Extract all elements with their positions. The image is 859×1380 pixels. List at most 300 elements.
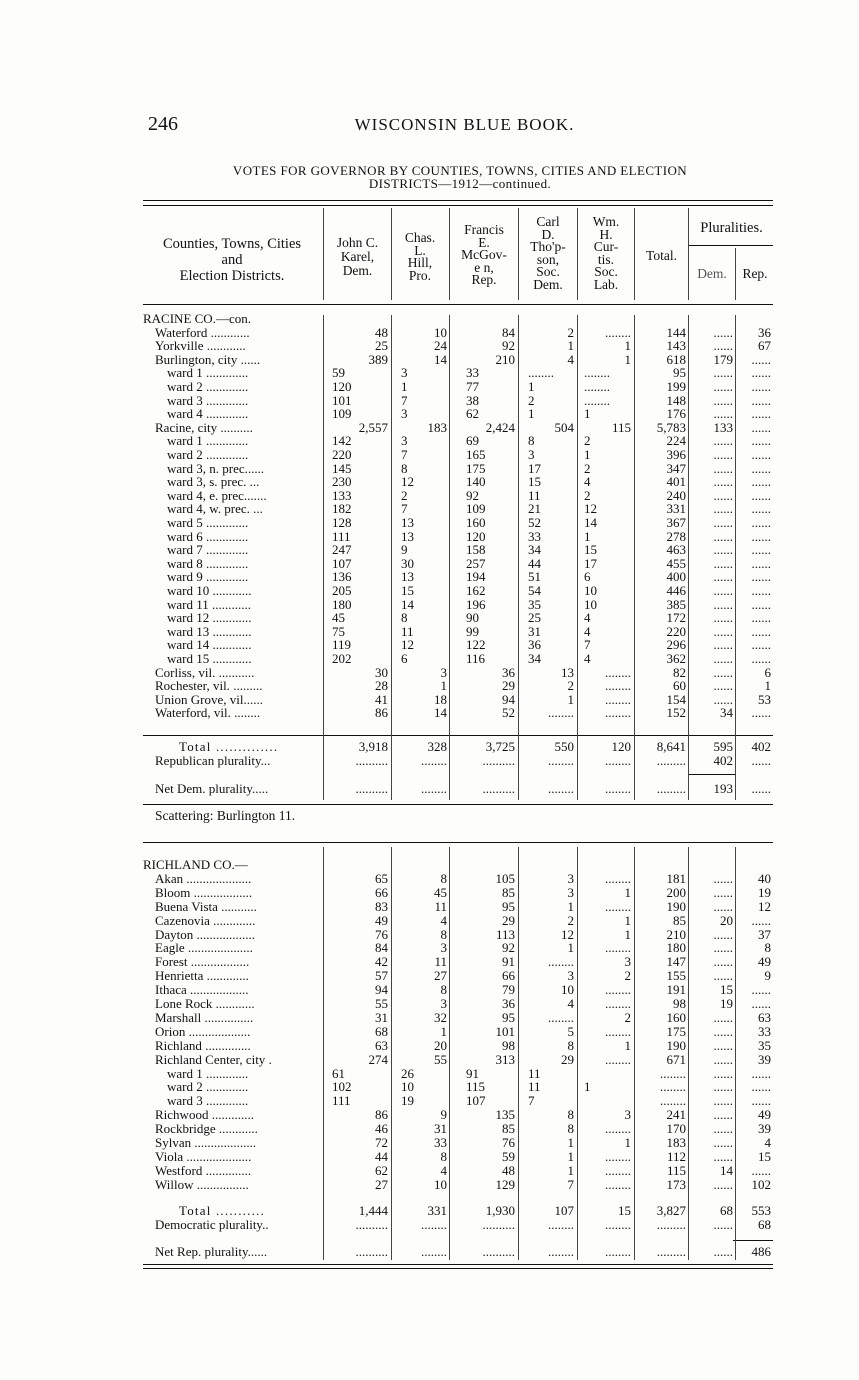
- cell-kw: 136: [332, 569, 352, 585]
- cell-h: ........: [421, 1217, 447, 1232]
- data-row: [0, 1108, 859, 1122]
- cell-r: 33: [758, 1023, 771, 1039]
- cell-tot: 148: [666, 392, 686, 408]
- cell-kw: 145: [332, 460, 352, 476]
- cell-t: 1: [567, 691, 574, 707]
- cell-d: ......: [713, 664, 733, 680]
- cell-tw: 33: [528, 528, 541, 544]
- data-row: [0, 941, 859, 955]
- row-name: Democratic plurality..: [155, 1217, 269, 1232]
- row-name: Buena Vista ...........: [155, 898, 257, 914]
- cell-k: 65: [375, 870, 388, 886]
- cell-m: 29: [502, 912, 515, 928]
- row-name: Corliss, vil. ...........: [155, 664, 255, 680]
- data-row: [0, 1122, 859, 1136]
- cell-k: ..........: [355, 1217, 388, 1232]
- cell-d: ......: [713, 637, 733, 653]
- cell-k: 86: [375, 705, 388, 721]
- cell-c: 115: [611, 419, 631, 435]
- cell-tot: 296: [666, 637, 686, 653]
- cell-d: ......: [713, 528, 733, 544]
- cell-tot: 175: [666, 1023, 686, 1039]
- cell-r: ......: [751, 1079, 771, 1095]
- cell-r: ......: [751, 1162, 771, 1178]
- cell-d: ......: [713, 365, 733, 381]
- cell-mw: 91: [466, 1065, 479, 1081]
- cell-d: ......: [713, 623, 733, 639]
- cell-r: 102: [751, 1176, 771, 1192]
- cell-r: 68: [758, 1217, 771, 1232]
- cell-t: 1: [567, 940, 574, 956]
- table-title: [150, 164, 770, 190]
- cell-tot: 183: [666, 1135, 686, 1150]
- cell-d: ......: [713, 406, 733, 422]
- cell-tot: 95: [673, 365, 686, 381]
- cell-tot: .........: [656, 753, 686, 768]
- cell-t: 2: [567, 324, 574, 340]
- cell-r: ......: [751, 555, 771, 571]
- cell-d: ......: [713, 515, 733, 530]
- row-name: Ithaca ..................: [155, 982, 249, 998]
- cell-tot: 85: [673, 912, 686, 928]
- row-name: ward 14 ............: [167, 637, 252, 653]
- cell-hw: 12: [401, 474, 414, 490]
- cell-hw: 1: [401, 379, 408, 394]
- row-name: ward 3 .............: [167, 1093, 249, 1109]
- row-leader: .............: [202, 555, 249, 571]
- cell-c: ........: [605, 664, 631, 680]
- cell-tot: 347: [666, 460, 686, 476]
- cell-hw: 8: [401, 610, 408, 626]
- cell-t: ........: [548, 1244, 574, 1259]
- col-header-pluralities-line: Pluralities.: [700, 220, 763, 236]
- row-name: Dayton ..................: [155, 926, 256, 942]
- cell-kw: 102: [332, 1079, 352, 1095]
- cell-cw: 6: [584, 569, 591, 585]
- col-header-karel-line: Dem.: [342, 263, 373, 278]
- col-header-total-line: Total.: [646, 248, 677, 263]
- col-header-curtis-line: Soc.: [594, 264, 618, 279]
- row-leader: ............: [209, 651, 252, 666]
- cell-tot: 199: [666, 379, 686, 394]
- cell-hw: 7: [401, 447, 408, 462]
- cell-kw: 111: [332, 1093, 351, 1109]
- cell-tot: 147: [666, 954, 686, 970]
- col-header-name-line: Counties, Towns, Cities: [162, 236, 302, 252]
- cell-r: ......: [751, 447, 771, 462]
- col-header-curtis: [579, 216, 633, 291]
- row-name: ward 2 .............: [167, 447, 249, 462]
- cell-d: ......: [713, 870, 733, 886]
- cell-tot: 463: [666, 542, 686, 558]
- cell-c: ........: [605, 1162, 631, 1178]
- row-name: Akan ....................: [155, 870, 252, 886]
- col-header-name: [143, 236, 321, 284]
- cell-h: 32: [434, 1009, 447, 1025]
- plurality-sum-rule: [688, 774, 735, 775]
- cell-m: 52: [502, 705, 515, 721]
- cell-m: 79: [502, 982, 515, 998]
- cell-tot: 155: [666, 968, 686, 984]
- column-rule: [518, 208, 519, 300]
- cell-tw: 34: [528, 542, 541, 558]
- column-rule: [577, 208, 578, 300]
- cell-h: 8: [440, 926, 447, 942]
- row-name: Racine, city ..........: [155, 419, 253, 435]
- cell-mw: 162: [466, 583, 486, 598]
- cell-cw: 4: [584, 474, 591, 490]
- col-header-hill-line: Chas.: [404, 230, 436, 245]
- row-leader: .............: [208, 1107, 254, 1123]
- col-header-thompson-line: son,: [536, 251, 560, 267]
- cell-t: 10: [561, 982, 574, 998]
- row-leader: ............: [207, 324, 250, 340]
- cell-cw: 1: [584, 447, 591, 462]
- cell-kw: 220: [332, 447, 352, 462]
- cell-c: ........: [605, 324, 631, 340]
- cell-k: 25: [375, 338, 388, 354]
- col-header-mcgovern-line: e n,: [474, 259, 494, 275]
- cell-r: ......: [751, 542, 771, 558]
- row-name: ward 2 .............: [167, 1079, 249, 1095]
- cell-m: ..........: [482, 1244, 515, 1259]
- cell-t: 7: [567, 1176, 574, 1192]
- cell-t: 504: [554, 419, 574, 435]
- cell-tw: 15: [528, 474, 541, 490]
- cell-tot: 396: [666, 447, 686, 462]
- cell-d: ......: [713, 487, 733, 503]
- cell-t: 1: [567, 1162, 574, 1178]
- row-name: Yorkville ............: [155, 338, 246, 354]
- cell-d: ......: [713, 691, 733, 707]
- cell-cw: 4: [584, 623, 591, 639]
- page-number: 246: [148, 113, 178, 135]
- cell-h: ........: [421, 1244, 447, 1259]
- cell-c: ........: [605, 753, 631, 768]
- cell-tot: 98: [673, 996, 686, 1011]
- cell-r: 49: [758, 954, 771, 970]
- cell-r: ......: [751, 637, 771, 653]
- row-leader: .............: [203, 968, 249, 984]
- cell-tw: 35: [528, 596, 541, 612]
- cell-tot: .........: [656, 1217, 686, 1232]
- cell-k: ..........: [355, 753, 388, 768]
- cell-c: ........: [605, 1121, 631, 1137]
- row-name: ward 3 .............: [167, 392, 249, 408]
- cell-c: ........: [605, 1023, 631, 1039]
- cell-t: 29: [561, 1051, 574, 1067]
- cell-c: ........: [605, 996, 631, 1011]
- cell-d: ......: [713, 1051, 733, 1067]
- cell-cw: 17: [584, 555, 597, 571]
- col-header-pluralities: [690, 222, 773, 235]
- row-leader: .............: [202, 447, 249, 462]
- cell-k: 83: [375, 898, 388, 914]
- row-leader: .............: [202, 379, 249, 394]
- cell-m: 85: [502, 884, 515, 900]
- cell-h: 3: [440, 940, 447, 956]
- cell-tot: 190: [666, 898, 686, 914]
- cell-mw: 175: [466, 460, 486, 476]
- cell-tw: 34: [528, 651, 541, 666]
- cell-k: 68: [375, 1023, 388, 1039]
- row-name: ward 6 .............: [167, 528, 249, 544]
- cell-d: ......: [713, 1148, 733, 1164]
- cell-r: 12: [758, 898, 771, 914]
- cell-m: 84: [502, 324, 515, 340]
- summary-row: [0, 1245, 859, 1259]
- row-name: Bloom ..................: [155, 884, 253, 900]
- row-name: ward 7 .............: [167, 542, 249, 558]
- row-name: Net Dem. plurality.....: [155, 781, 269, 796]
- col-header-karel-line: Karel,: [340, 249, 375, 264]
- summary-row: [0, 1218, 859, 1232]
- cell-k: 84: [375, 940, 388, 956]
- row-leader: ..........: [217, 419, 253, 435]
- cell-tot: ........: [660, 1065, 686, 1081]
- cell-cw: 1: [584, 406, 591, 422]
- row-name: RACINE CO.—con.: [143, 311, 251, 326]
- col-header-thompson-line: Dem.: [533, 276, 563, 292]
- cell-hw: 15: [401, 583, 414, 598]
- cell-c: 1: [624, 884, 631, 900]
- cell-r: ......: [751, 651, 771, 666]
- cell-r: 39: [758, 1121, 771, 1137]
- row-name: ward 1 .............: [167, 1065, 249, 1081]
- row-name: Eagle ....................: [155, 940, 253, 956]
- cell-d: 595: [713, 739, 733, 754]
- col-header-curtis-line: H.: [599, 226, 613, 242]
- cell-mw: 158: [466, 542, 486, 558]
- cell-d: 14: [720, 1162, 733, 1178]
- row-name: Republican plurality...: [155, 753, 271, 768]
- cell-tot: 176: [666, 406, 686, 422]
- cell-h: 14: [434, 351, 447, 367]
- cell-cw: 1: [584, 528, 591, 544]
- data-row: [0, 983, 859, 997]
- cell-tot: 154: [666, 691, 686, 707]
- cell-m: 59: [502, 1148, 515, 1164]
- cell-hw: 11: [401, 623, 414, 639]
- cell-m: 101: [495, 1023, 515, 1039]
- cell-tot: 170: [666, 1121, 686, 1137]
- cell-cw: ........: [584, 392, 610, 408]
- cell-c: 15: [618, 1203, 631, 1218]
- cell-d: ......: [713, 1009, 733, 1025]
- cell-tw: 36: [528, 637, 541, 653]
- data-row: [0, 914, 859, 928]
- column-rule: [391, 208, 392, 300]
- cell-h: ........: [421, 753, 447, 768]
- cell-k: 3,918: [358, 739, 388, 754]
- cell-m: 105: [495, 870, 515, 886]
- cell-mw: 77: [466, 379, 479, 394]
- row-leader: ...: [246, 474, 260, 490]
- cell-tot: 224: [666, 433, 686, 449]
- cell-c: ........: [605, 1148, 631, 1164]
- cell-d: ......: [713, 968, 733, 984]
- cell-k: 49: [375, 912, 388, 928]
- col-header-hill-line: Hill,: [407, 255, 433, 270]
- cell-mw: 140: [466, 474, 486, 490]
- row-leader: ..................: [190, 884, 253, 900]
- cell-r: 402: [751, 739, 771, 754]
- cell-r: 1: [764, 678, 771, 694]
- row-name: ward 12 ............: [167, 610, 252, 626]
- cell-tot: 115: [666, 1162, 686, 1178]
- cell-tw: 11: [528, 487, 541, 503]
- cell-kw: 120: [332, 379, 352, 394]
- row-name: ward 3, s. prec. ...: [167, 474, 260, 490]
- row-leader: ............: [209, 610, 252, 626]
- cell-k: 76: [375, 926, 388, 942]
- cell-tot: 367: [666, 515, 686, 530]
- cell-tot: 362: [666, 651, 686, 666]
- cell-t: ........: [548, 954, 574, 970]
- cell-d: ......: [713, 338, 733, 354]
- cell-r: 6: [764, 664, 771, 680]
- cell-d: ......: [713, 1079, 733, 1095]
- cell-tot: 400: [666, 569, 686, 585]
- row-name: Forest ..................: [155, 954, 250, 970]
- cell-kw: 128: [332, 515, 352, 530]
- cell-h: 1: [440, 678, 447, 694]
- cell-h: 8: [440, 870, 447, 886]
- data-row: [0, 1178, 859, 1192]
- cell-c: ........: [605, 982, 631, 998]
- cell-c: ........: [605, 870, 631, 886]
- cell-r: 67: [758, 338, 771, 354]
- row-leader: ...................: [185, 1023, 251, 1039]
- cell-m: 2,424: [485, 419, 515, 435]
- cell-tot: 385: [666, 596, 686, 612]
- cell-d: ......: [713, 555, 733, 571]
- row-name: Total ..............: [179, 739, 279, 754]
- row-leader: .............: [202, 528, 249, 544]
- cell-mw: 116: [466, 651, 486, 666]
- row-name: Orion ...................: [155, 1023, 251, 1039]
- cell-r: ......: [751, 392, 771, 408]
- cell-tot: 144: [666, 324, 686, 340]
- row-name: ward 10 ............: [167, 583, 252, 598]
- cell-d: ......: [713, 324, 733, 340]
- data-row: [0, 955, 859, 969]
- scattering-note: Scattering: Burlington 11.: [155, 808, 296, 823]
- ward-row: [0, 1067, 859, 1081]
- cell-hw: 30: [401, 555, 414, 571]
- cell-m: 95: [502, 1009, 515, 1025]
- cell-t: ........: [548, 1009, 574, 1025]
- cell-m: 91: [502, 954, 515, 970]
- cell-d: ......: [713, 1023, 733, 1039]
- cell-kw: 75: [332, 623, 345, 639]
- col-header-name-line: Election Districts.: [179, 268, 285, 284]
- cell-r: 553: [751, 1203, 771, 1218]
- cell-cw: 14: [584, 515, 597, 530]
- cell-hw: 14: [401, 596, 414, 612]
- cell-tot: 173: [666, 1176, 686, 1192]
- summary-row: [0, 1204, 859, 1218]
- row-leader: ...........: [215, 664, 255, 680]
- cell-c: 1: [624, 1135, 631, 1150]
- cell-c: 1: [624, 351, 631, 367]
- cell-h: 24: [434, 338, 447, 354]
- table-rule: [143, 804, 773, 805]
- row-leader: ..............: [202, 1162, 252, 1178]
- cell-d: ......: [713, 596, 733, 612]
- cell-cw: 2: [584, 433, 591, 449]
- row-leader: ............: [203, 338, 246, 354]
- cell-d: ......: [713, 651, 733, 666]
- col-header-rep: [737, 268, 773, 281]
- cell-c: 1: [624, 926, 631, 942]
- cell-tot: 331: [666, 501, 686, 517]
- cell-tot: 241: [666, 1107, 686, 1123]
- col-header-thompson-line: Tho'p-: [530, 239, 566, 254]
- cell-r: ......: [751, 351, 771, 367]
- cell-tot: 455: [666, 555, 686, 571]
- cell-tw: 52: [528, 515, 541, 530]
- cell-mw: 257: [466, 555, 486, 571]
- row-leader: ..................: [193, 926, 256, 942]
- cell-d: ......: [713, 1065, 733, 1081]
- cell-tot: 671: [666, 1051, 686, 1067]
- cell-d: ......: [713, 926, 733, 942]
- cell-c: ........: [605, 1051, 631, 1067]
- cell-tot: 152: [666, 705, 686, 721]
- cell-d: ......: [713, 678, 733, 694]
- row-name: Waterford ............: [155, 324, 250, 340]
- cell-d: ......: [713, 392, 733, 408]
- row-leader: .: [265, 1051, 272, 1067]
- cell-d: 15: [720, 982, 733, 998]
- cell-cw: 12: [584, 501, 597, 517]
- cell-kw: 182: [332, 501, 352, 517]
- table-title-line-2: DISTRICTS—1912—continued.: [368, 176, 552, 191]
- table-rule: [143, 1264, 773, 1265]
- cell-kw: 59: [332, 365, 345, 381]
- cell-r: 35: [758, 1037, 771, 1053]
- cell-r: ......: [751, 982, 771, 998]
- col-header-mcgovern-line: McGov-: [461, 247, 507, 262]
- cell-tw: 54: [528, 583, 541, 598]
- cell-tot: 112: [666, 1148, 686, 1164]
- cell-m: 36: [502, 664, 515, 680]
- col-header-name-line: and: [221, 252, 243, 268]
- data-row: [0, 1053, 859, 1067]
- cell-c: ........: [605, 678, 631, 694]
- cell-d: ......: [713, 569, 733, 585]
- cell-m: 1,930: [485, 1203, 515, 1218]
- cell-r: 36: [758, 324, 771, 340]
- row-leader: ...................: [191, 1135, 257, 1150]
- cell-r: ......: [751, 515, 771, 530]
- cell-d: 133: [713, 419, 733, 435]
- data-row: [0, 1039, 859, 1053]
- cell-d: ......: [713, 460, 733, 476]
- cell-t: ........: [548, 753, 574, 768]
- cell-hw: 7: [401, 501, 408, 517]
- row-name: Waterford, vil. ........: [155, 705, 261, 721]
- cell-hw: 6: [401, 651, 408, 666]
- cell-hw: 7: [401, 392, 408, 408]
- cell-tw: 21: [528, 501, 541, 517]
- cell-t: 3: [567, 870, 574, 886]
- cell-tw: 1: [528, 379, 535, 394]
- row-name: Sylvan ...................: [155, 1135, 257, 1150]
- cell-d: ......: [713, 474, 733, 490]
- summary-row: [0, 782, 859, 796]
